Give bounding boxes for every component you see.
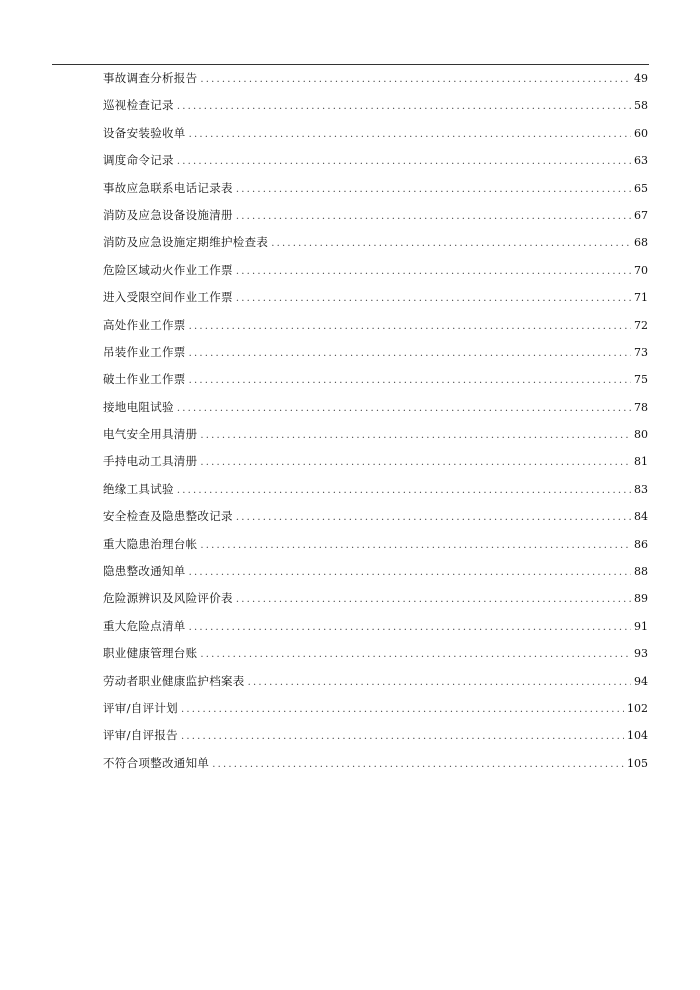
toc-entry[interactable] [103,695,648,722]
toc-entry-title: 评审/自评计划 [103,700,178,715]
dot-leader [200,532,631,559]
toc-entry-title: 巡视检查记录 [103,98,174,113]
toc-entry-page: 88 [634,565,648,579]
toc-entry-page: 84 [634,510,648,524]
toc-entry-page: 67 [634,208,648,222]
dot-leader [177,93,631,120]
toc-entry[interactable] [103,613,648,640]
toc-entry-page: 72 [634,318,648,332]
toc-entry-page: 81 [634,455,648,469]
toc-entry[interactable] [103,558,648,585]
dot-leader [236,176,631,203]
dot-leader [200,449,631,476]
toc-entry-title: 评审/自评报告 [103,728,178,743]
toc-entry-title: 接地电阻试验 [103,399,174,414]
toc-entry-page: 75 [634,373,648,387]
toc-entry-title: 事故调查分析报告 [103,71,198,85]
toc-entry-page: 105 [627,756,648,770]
toc-entry-page: 70 [634,263,648,277]
toc-entry-page: 63 [634,154,648,168]
toc-entry[interactable] [103,339,648,366]
toc-entry[interactable] [103,120,648,147]
toc-entry-title: 破土作业工作票 [103,372,186,387]
dot-leader [177,148,631,175]
toc-entry[interactable] [103,448,648,475]
dot-leader [248,669,631,696]
toc-entry[interactable] [103,503,648,530]
toc-entry[interactable] [103,585,648,612]
toc-entry[interactable] [103,476,648,503]
toc-entry-title: 危险区域动火作业工作票 [103,262,233,277]
dot-leader [189,614,631,641]
toc-entry-page: 65 [634,181,648,195]
toc-entry-title: 电气安全用具清册 [103,427,198,442]
toc-entry[interactable] [103,257,648,284]
toc-entry[interactable] [103,750,648,777]
toc-entry-page: 49 [634,72,648,85]
toc-entry-title: 高处作业工作票 [103,317,186,332]
dot-leader [200,66,631,93]
toc-entry[interactable] [103,421,648,448]
dot-leader [189,559,631,586]
dot-leader [200,422,631,449]
toc-entry-page: 83 [634,482,648,496]
toc-entry-page: 68 [634,236,648,250]
dot-leader [271,230,631,257]
toc-entry[interactable] [103,531,648,558]
toc-entry-title: 进入受限空间作业工作票 [103,290,233,305]
toc-entry[interactable] [103,175,648,202]
toc-entry-page: 60 [634,126,648,140]
toc-entry[interactable] [103,202,648,229]
dot-leader [189,313,631,340]
dot-leader [181,723,624,750]
toc-entry-page: 104 [627,729,648,743]
toc-entry-page: 71 [634,291,648,305]
toc-entry-page: 89 [634,592,648,606]
toc-entry-title: 设备安装验收单 [103,125,186,140]
toc-entry-title: 重大隐患治理台帐 [103,536,198,551]
toc-entry-title: 事故应急联系电话记录表 [103,180,233,195]
toc-entry-title: 劳动者职业健康监护档案表 [103,673,245,688]
toc-entry-title: 消防及应急设施定期维护检查表 [103,235,269,250]
toc-entry[interactable] [103,147,648,174]
toc-entry[interactable] [103,640,648,667]
toc-entry-page: 58 [634,99,648,113]
dot-leader [212,751,624,778]
toc-entry-title: 职业健康管理台账 [103,646,198,661]
table-of-contents [103,64,648,777]
toc-entry-title: 调度命令记录 [103,153,174,168]
dot-leader [177,477,631,504]
toc-entry-title: 危险源辨识及风险评价表 [103,591,233,606]
toc-entry-page: 80 [634,428,648,442]
toc-entry-page: 73 [634,345,648,359]
dot-leader [236,504,631,531]
dot-leader [189,367,631,394]
toc-entry[interactable] [103,65,648,92]
toc-entry-page: 78 [634,400,648,414]
toc-entry-page: 102 [627,701,648,715]
dot-leader [236,586,631,613]
toc-entry[interactable] [103,229,648,256]
toc-entry[interactable] [103,668,648,695]
dot-leader [189,121,631,148]
toc-entry-title: 安全检查及隐患整改记录 [103,509,233,524]
toc-entry-page: 86 [634,537,648,551]
dot-leader [236,258,631,285]
toc-entry-page: 94 [634,674,648,688]
toc-entry-page: 93 [634,647,648,661]
toc-entry-title: 隐患整改通知单 [103,564,186,579]
toc-entry[interactable] [103,722,648,749]
toc-entry[interactable] [103,394,648,421]
dot-leader [181,696,624,723]
toc-entry-title: 不符合项整改通知单 [103,755,210,770]
dot-leader [200,641,631,668]
toc-entry-title: 吊装作业工作票 [103,344,186,359]
toc-entry[interactable] [103,312,648,339]
toc-entry-page: 91 [634,619,648,633]
dot-leader [236,203,631,230]
dot-leader [177,395,631,422]
dot-leader [189,340,631,367]
toc-entry-title: 重大危险点清单 [103,618,186,633]
toc-entry-title: 绝缘工具试验 [103,481,174,496]
toc-entry[interactable] [103,366,648,393]
dot-leader [236,285,631,312]
toc-entry[interactable] [103,92,648,119]
toc-entry-title: 手持电动工具清册 [103,454,198,469]
toc-entry[interactable] [103,284,648,311]
toc-entry-title: 消防及应急设备设施清册 [103,207,233,222]
